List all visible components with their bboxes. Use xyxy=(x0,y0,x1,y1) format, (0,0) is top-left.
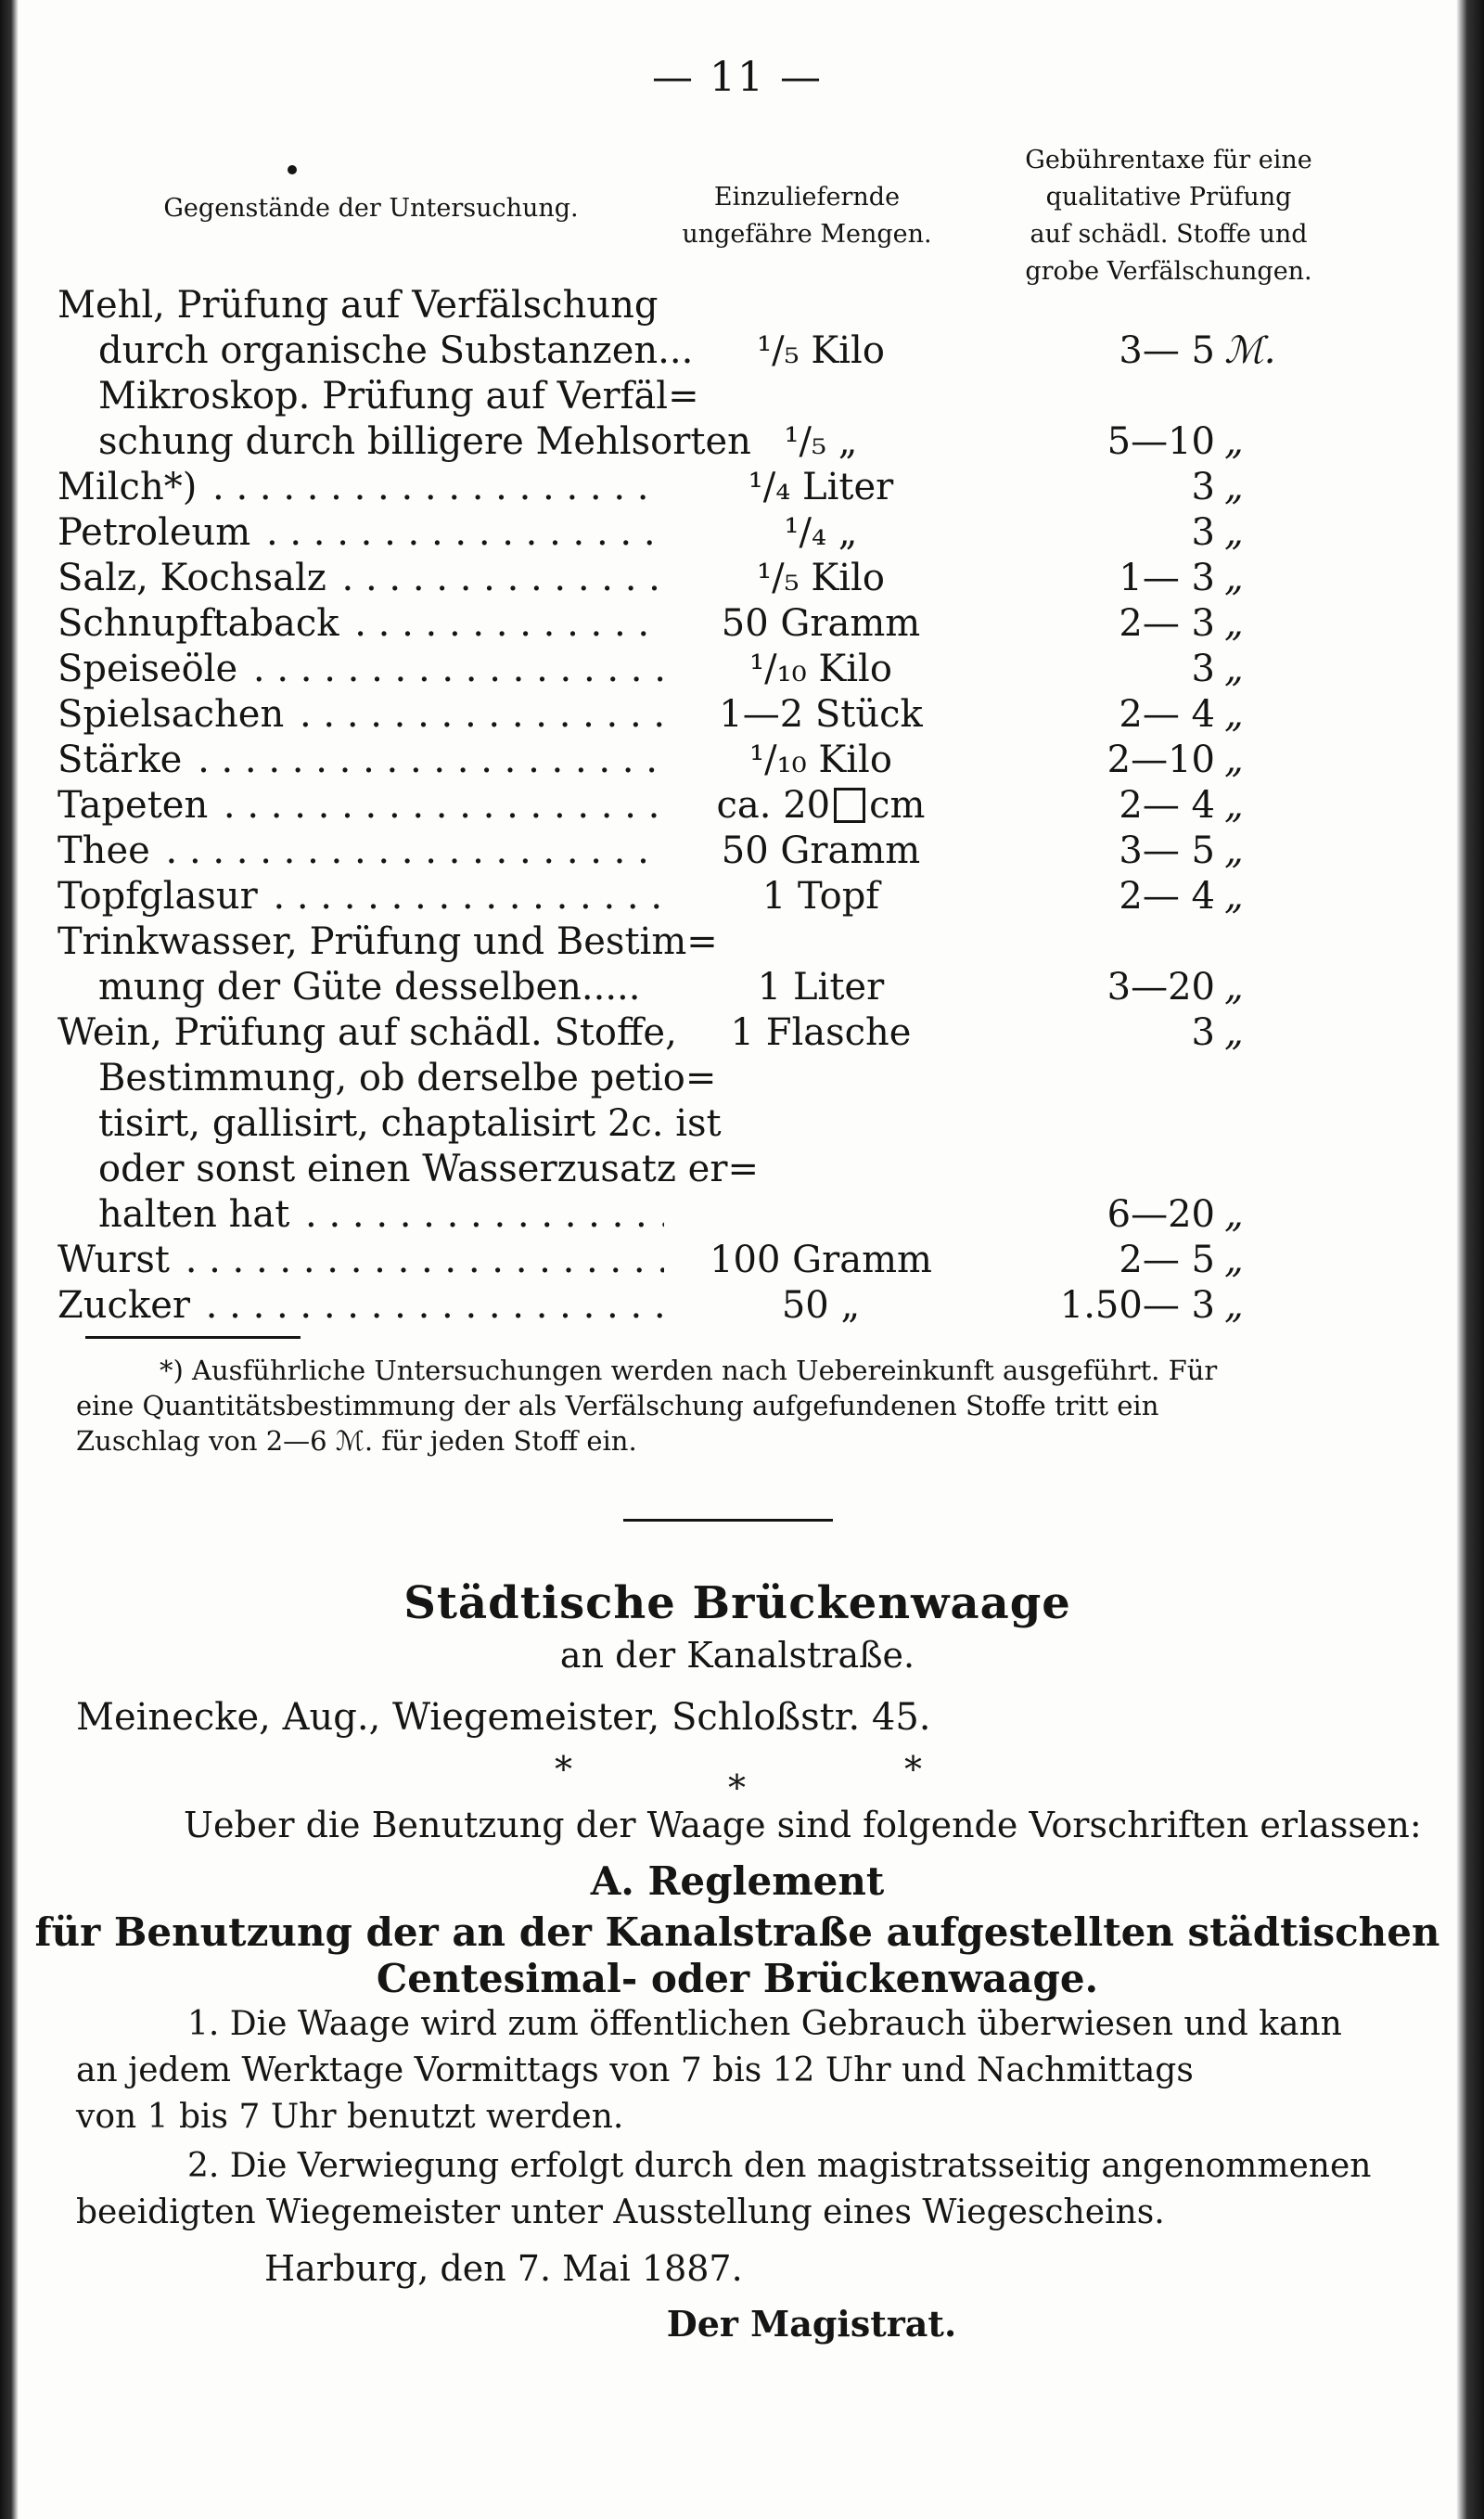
row-quantity: ca. 20 cm xyxy=(716,784,926,827)
header-quantity: Einzuliefernde ungefähre Mengen. xyxy=(682,183,932,249)
row-fee: 2—10 xyxy=(1107,739,1215,781)
table-row xyxy=(19,374,1456,418)
row-fee: 1— 3 xyxy=(1119,557,1215,599)
row-item-name: Wurst . . . xyxy=(58,1238,664,1282)
row-fee: 2— 4 xyxy=(1119,693,1215,736)
table-row xyxy=(19,919,1456,964)
row-unit: „ xyxy=(1224,1193,1244,1236)
row-item-name: durch organische Substanzen... xyxy=(98,328,664,373)
table-row xyxy=(19,829,1456,873)
regulation-title: für Benutzung der an der Kanalstraße aufgestellten städtischen Centesimal- oder Brückenwaage. xyxy=(34,1909,1440,2001)
table-row xyxy=(19,692,1456,737)
row-item-name: Mehl, Prüfung auf Verfälschung xyxy=(58,283,664,328)
row-item-name: Spielsachen . . . xyxy=(58,692,664,737)
row-item-name: Milch*) . . . xyxy=(58,465,664,509)
row-quantity: ¹/₅ Kilo xyxy=(757,557,885,599)
asterisk: * xyxy=(555,1749,572,1790)
row-quantity: ¹/₄ „ xyxy=(784,511,858,554)
row-item-name: schung durch billigere Mehlsorten xyxy=(98,419,664,464)
row-fee: 3—20 xyxy=(1107,966,1215,1009)
table-row xyxy=(19,1010,1456,1055)
row-unit: „ xyxy=(1224,1011,1244,1054)
section-subtitle: an der Kanalstraße. xyxy=(559,1635,915,1676)
row-unit: „ xyxy=(1224,420,1244,463)
row-item-name: Zucker . . . xyxy=(58,1283,664,1328)
row-unit: „ xyxy=(1224,557,1244,599)
row-fee: 3 xyxy=(1191,648,1215,690)
paragraph-2 xyxy=(76,2143,1393,2236)
row-quantity: ¹/₁₀ Kilo xyxy=(749,739,892,781)
row-fee: 3 xyxy=(1191,466,1215,508)
row-fee: 5—10 xyxy=(1107,420,1215,463)
regulation-heading: A. Reglement xyxy=(590,1858,885,1904)
section-divider xyxy=(623,1519,833,1522)
header-subject: Gegenstände der Untersuchung. xyxy=(163,194,579,223)
row-item-name: Salz, Kochsalz . . . xyxy=(58,556,664,600)
paragraph-body: an jedem Werktage Vormittags von 7 bis 12 Uhr und Nachmittags von 1 bis 7 Uhr benutzt werden. xyxy=(76,2051,1194,2136)
row-quantity: 1—2 Stück xyxy=(719,693,923,736)
row-unit: „ xyxy=(1224,1239,1244,1281)
table-row xyxy=(19,1147,1456,1191)
footnote-rule xyxy=(85,1336,301,1339)
row-item-name: oder sonst einen Wasserzusatz er= xyxy=(98,1147,664,1191)
weighmaster-entry: Meinecke, Aug., Wiegemeister, Schloßstr. 45. xyxy=(76,1696,931,1739)
row-fee: 2— 3 xyxy=(1119,602,1215,645)
row-quantity: 1 Liter xyxy=(757,966,885,1009)
row-quantity: 50 Gramm xyxy=(721,829,921,872)
row-unit: „ xyxy=(1224,739,1244,781)
row-quantity: 1 Topf xyxy=(761,875,880,918)
row-fee: 3 xyxy=(1191,1011,1215,1054)
row-unit: „ xyxy=(1224,784,1244,827)
row-quantity: 100 Gramm xyxy=(710,1239,932,1281)
row-unit: „ xyxy=(1224,511,1244,554)
scan-edge-left xyxy=(0,0,19,2519)
table-row xyxy=(19,465,1456,509)
paragraph-first-line: 2. Die Verwiegung erfolgt durch den magistratsseitig angenommenen xyxy=(187,2147,1372,2185)
table-row xyxy=(19,965,1456,1009)
row-fee: 1.50— 3 xyxy=(1059,1284,1215,1327)
table-row xyxy=(19,1056,1456,1100)
table-row xyxy=(19,556,1456,600)
row-item-name: Speiseöle . . . xyxy=(58,647,664,691)
row-unit: „ xyxy=(1224,875,1244,918)
table-row xyxy=(19,510,1456,555)
row-item-name: Wein, Prüfung auf schädl. Stoffe, xyxy=(58,1010,664,1055)
row-fee: 2— 4 xyxy=(1119,875,1215,918)
ink-dot xyxy=(288,165,297,174)
row-item-name: Schnupftaback . . . xyxy=(58,601,664,646)
table-row xyxy=(19,874,1456,919)
row-item-name: Petroleum . . . xyxy=(58,510,664,555)
table-row xyxy=(19,601,1456,646)
row-unit: „ xyxy=(1224,466,1244,508)
row-item-name: Bestimmung, ob derselbe petio= xyxy=(98,1056,664,1100)
paragraph-body: beeidigten Wiegemeister unter Ausstellung eines Wiegescheins. xyxy=(76,2193,1165,2231)
row-fee: 3— 5 xyxy=(1119,329,1215,372)
row-fee: 3— 5 xyxy=(1119,829,1215,872)
table-row xyxy=(19,1238,1456,1282)
footnote-line: Zuschlag von 2—6 ℳ. für jeden Stoff ein. xyxy=(76,1425,637,1457)
section-title: Städtische Brückenwaage xyxy=(403,1577,1071,1629)
row-item-name: Trinkwasser, Prüfung und Bestim= xyxy=(58,919,664,964)
row-item-name: Thee . . . xyxy=(58,829,664,873)
row-item-name: Mikroskop. Prüfung auf Verfäl= xyxy=(98,374,664,418)
page-number: — 11 — xyxy=(652,54,823,101)
scan-edge-right xyxy=(1456,0,1484,2519)
table-row xyxy=(19,283,1456,328)
paragraph-1 xyxy=(76,2001,1393,2140)
table-row xyxy=(19,1192,1456,1237)
row-fee: 6—20 xyxy=(1107,1193,1215,1236)
table-row xyxy=(19,1101,1456,1146)
table-row xyxy=(19,1283,1456,1328)
square-symbol xyxy=(834,788,865,823)
row-item-name: Tapeten . . . xyxy=(58,783,664,828)
asterisk: * xyxy=(904,1749,922,1790)
footnote xyxy=(76,1353,1375,1459)
row-unit: „ xyxy=(1224,648,1244,690)
row-quantity: ¹/₁₀ Kilo xyxy=(749,648,892,690)
row-fee: 2— 4 xyxy=(1119,784,1215,827)
table-row xyxy=(19,738,1456,782)
table-row xyxy=(19,783,1456,828)
row-unit: „ xyxy=(1224,602,1244,645)
row-unit: ℳ. xyxy=(1224,329,1276,372)
header-fee: Gebührentaxe für eine qualitative Prüfung auf schädl. Stoffe und grobe Verfälschungen. xyxy=(1025,146,1312,286)
footnote-line: eine Quantitätsbestimmung der als Verfälschung aufgefundenen Stoffe tritt ein xyxy=(76,1390,1159,1421)
table-row xyxy=(19,419,1456,464)
footnote-line: *) Ausführliche Untersuchungen werden nach Uebereinkunft ausgeführt. Für xyxy=(160,1355,1218,1386)
asterisk: * xyxy=(728,1767,746,1808)
row-quantity: ¹/₅ „ xyxy=(784,420,858,463)
row-fee: 2— 5 xyxy=(1119,1239,1215,1281)
document-page xyxy=(19,0,1456,2519)
paragraph-first-line: 1. Die Waage wird zum öffentlichen Gebrauch überwiesen und kann xyxy=(187,2005,1342,2043)
date-line: Harburg, den 7. Mai 1887. xyxy=(264,2248,743,2289)
row-quantity: ¹/₄ Liter xyxy=(748,466,894,508)
row-quantity: 50 „ xyxy=(781,1284,861,1327)
signature: Der Magistrat. xyxy=(666,2303,957,2345)
row-item-name: tisirt, gallisirt, chaptalisirt 2c. ist xyxy=(98,1101,664,1146)
row-item-name: halten hat . . . xyxy=(98,1192,664,1237)
row-unit: „ xyxy=(1224,966,1244,1009)
table-row xyxy=(19,328,1456,373)
row-item-name: Topfglasur . . . xyxy=(58,874,664,919)
row-quantity: 1 Flasche xyxy=(730,1011,912,1054)
row-unit: „ xyxy=(1224,829,1244,872)
row-unit: „ xyxy=(1224,693,1244,736)
row-quantity: ¹/₅ Kilo xyxy=(757,329,885,372)
row-item-name: mung der Güte desselben..... xyxy=(98,965,664,1009)
intro-text: Ueber die Benutzung der Waage sind folgende Vorschriften erlassen: xyxy=(184,1805,1422,1845)
row-unit: „ xyxy=(1224,1284,1244,1327)
table-row xyxy=(19,647,1456,691)
row-item-name: Stärke . . . xyxy=(58,738,664,782)
row-quantity: 50 Gramm xyxy=(721,602,921,645)
row-fee: 3 xyxy=(1191,511,1215,554)
